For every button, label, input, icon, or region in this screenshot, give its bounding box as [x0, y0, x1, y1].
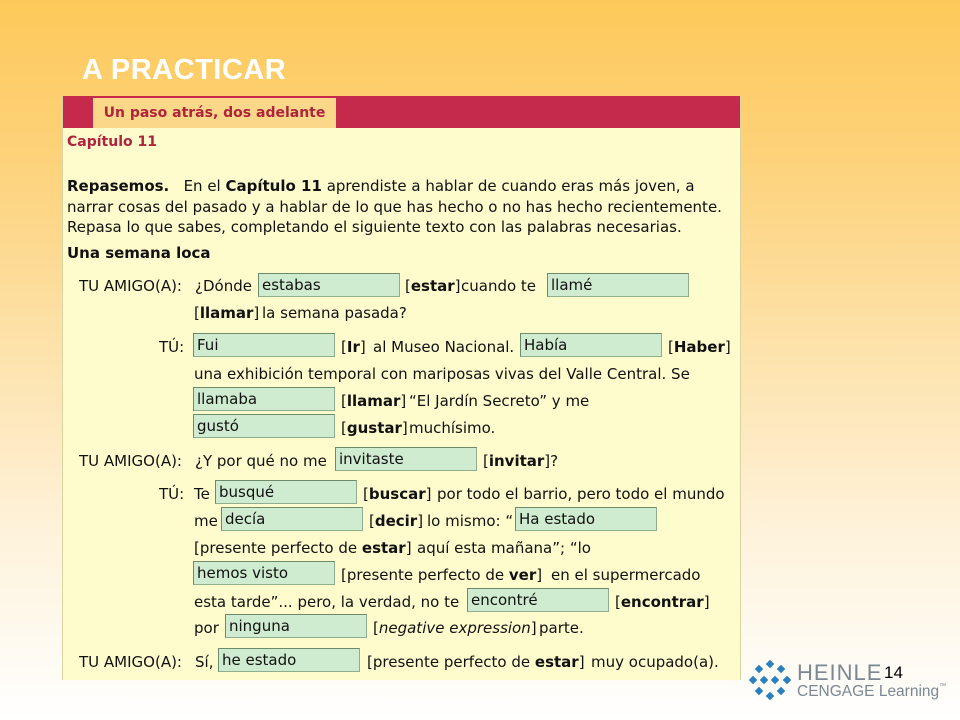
intro-text: aprendiste a hablar de cuando eras más joven, a narrar cosas del pasado y a hablar de lo que has hecho o no has hecho recientemente. Repasa lo que sabes, completando el siguiente texto con las palabras necesarias.	[67, 177, 722, 236]
verb-hint: [estar]	[405, 277, 461, 295]
hint-verb: gustar	[346, 419, 402, 437]
hint-verb: buscar	[368, 485, 426, 503]
chapter-label: Capítulo 11	[67, 134, 157, 150]
dialogue-text: “El Jardín Secreto” y me	[409, 392, 590, 410]
speaker-label-tu: TÚ:	[159, 485, 185, 503]
hint-text: presente perfecto de	[372, 653, 531, 671]
dialogue-text: por	[194, 619, 219, 637]
hint-verb: invitar	[488, 452, 545, 470]
verb-hint: [llamar]	[341, 392, 407, 410]
intro-bold-chapter: Capítulo 11	[225, 177, 322, 195]
answer-input-llamaba[interactable]: llamaba	[193, 387, 335, 411]
speaker-label-amigo: TU AMIGO(A):	[79, 277, 182, 295]
dialogue-text: ?	[550, 452, 559, 470]
logo-trademark: ™	[939, 683, 947, 690]
hint-verb: Haber	[673, 338, 725, 356]
dialogue-text: cuando te	[461, 277, 537, 295]
hint-verb: llamar	[199, 304, 254, 322]
logo-cengage-text	[797, 683, 946, 701]
heinle-logo-icon	[748, 660, 794, 702]
grammar-hint: [negative expression]	[373, 619, 537, 637]
grammar-hint: [presente perfecto de estar]	[194, 539, 412, 557]
answer-input-ha-estado[interactable]: Ha estado	[515, 507, 657, 531]
answer-input-ninguna[interactable]: ninguna	[225, 614, 367, 638]
answer-input-encontre[interactable]: encontré	[467, 588, 609, 612]
verb-hint: [Haber]	[668, 338, 731, 356]
dialogue-text: parte.	[539, 619, 584, 637]
logo-cengage-label: CENGAGE Learning	[797, 683, 940, 700]
hint-verb: estar	[410, 277, 455, 295]
answer-input-invitaste[interactable]: invitaste	[335, 447, 477, 471]
intro-bold-repasemos: Repasemos.	[67, 177, 170, 195]
hint-verb: estar	[361, 539, 406, 557]
hint-text: presente perfecto de	[199, 539, 358, 557]
slide-title: A PRACTICAR	[82, 54, 287, 86]
hint-verb: decir	[374, 512, 418, 530]
verb-hint: [gustar]	[341, 419, 408, 437]
dialogue-text: muy ocupado(a).	[591, 653, 719, 671]
answer-input-busque[interactable]: busqué	[215, 480, 357, 504]
answer-input-gusto[interactable]: gustó	[193, 414, 335, 438]
verb-hint: [encontrar]	[615, 593, 710, 611]
activity-panel	[62, 96, 741, 680]
hint-verb: Ir	[346, 338, 360, 356]
answer-input-decia[interactable]: decía	[221, 507, 363, 531]
grammar-hint: [presente perfecto de estar]	[367, 653, 585, 671]
verb-hint: [invitar]?	[483, 452, 559, 470]
hint-verb: encontrar	[620, 593, 704, 611]
verb-hint: [decir]	[369, 512, 424, 530]
dialogue-text: una exhibición temporal con mariposas vivas del Valle Central. Se	[194, 365, 690, 383]
dialogue-text: en el supermercado	[551, 566, 701, 584]
intro-paragraph	[67, 176, 735, 238]
verb-hint: [Ir]	[341, 338, 366, 356]
dialogue-text: muchísimo.	[409, 419, 496, 437]
dialogue-text: ¿Y por qué no me	[195, 452, 327, 470]
hint-verb: ver	[508, 566, 537, 584]
answer-input-llame[interactable]: llamé	[547, 273, 689, 297]
answer-input-fui[interactable]: Fui	[193, 333, 335, 357]
activity-tab[interactable]: Un paso atrás, dos adelante	[93, 98, 336, 128]
answer-input-habia[interactable]: Había	[520, 333, 662, 357]
logo-heinle-text: HEINLE	[797, 660, 883, 685]
hint-verb: estar	[534, 653, 579, 671]
dialogue-text: Sí,	[195, 653, 214, 671]
dialogue-text: ¿Dónde	[195, 277, 252, 295]
dialogue-text: por todo el barrio, pero todo el mundo	[437, 485, 725, 503]
dialogue-text: Te	[194, 485, 210, 503]
dialogue-text: me	[194, 512, 218, 530]
hint-italic: negative expression	[378, 619, 531, 637]
intro-text: En el	[183, 177, 221, 195]
verb-hint: [buscar]	[363, 485, 432, 503]
answer-input-he-estado[interactable]: he estado	[218, 648, 360, 672]
dialogue-text: esta tarde”... pero, la verdad, no te	[194, 593, 460, 611]
answer-input-estabas[interactable]: estabas	[258, 273, 400, 297]
speaker-label-amigo: TU AMIGO(A):	[79, 653, 182, 671]
speaker-label-amigo: TU AMIGO(A):	[79, 452, 182, 470]
dialogue-text: la semana pasada?	[262, 304, 407, 322]
verb-hint: [llamar]	[194, 304, 260, 322]
activity-header-bar	[63, 96, 740, 128]
dialogue-text: al Museo Nacional.	[373, 338, 515, 356]
answer-input-hemos-visto[interactable]: hemos visto	[193, 561, 335, 585]
dialogue-text: lo mismo: “	[427, 512, 514, 530]
hint-text: presente perfecto de	[346, 566, 505, 584]
hint-verb: llamar	[346, 392, 401, 410]
page-number: 14	[884, 663, 903, 682]
grammar-hint: [presente perfecto de ver]	[341, 566, 543, 584]
speaker-label-tu: TÚ:	[159, 338, 185, 356]
dialogue-text: aquí esta mañana”; “lo	[417, 539, 591, 557]
section-title: Una semana loca	[67, 244, 211, 262]
